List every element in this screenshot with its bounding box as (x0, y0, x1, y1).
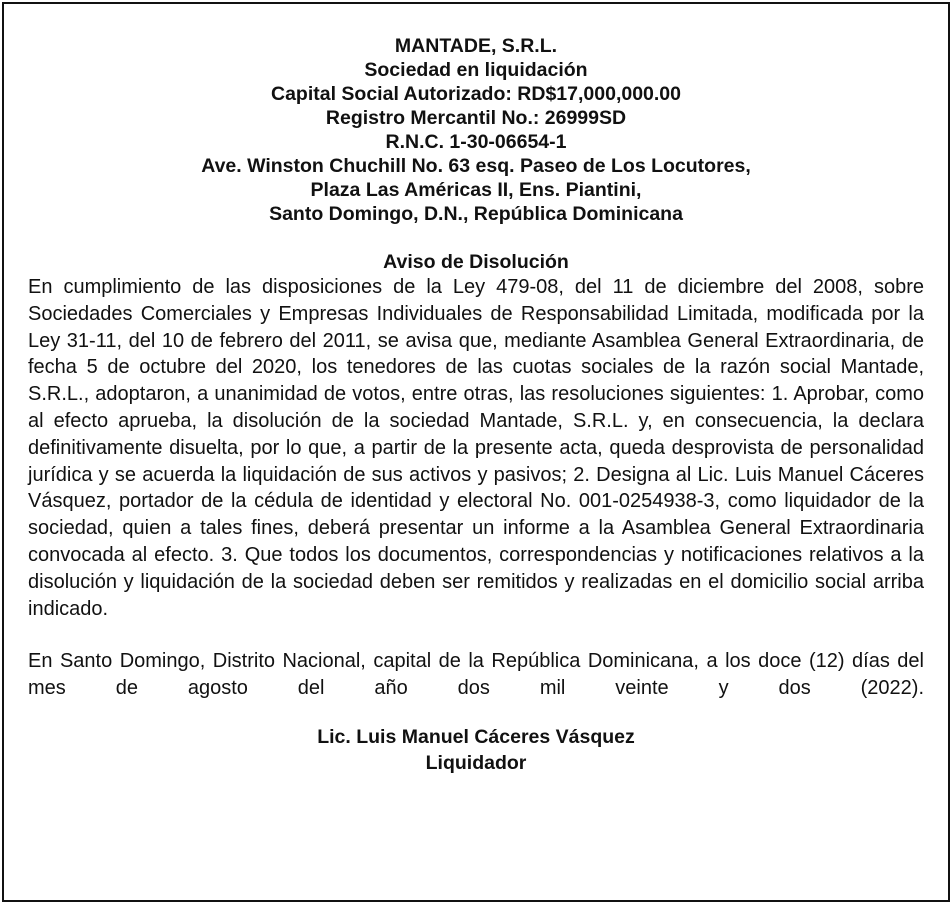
notice-body: En cumplimiento de las disposiciones de la Ley 479-08, del 11 de diciembre del 2008, sobre Sociedades Comerciales y Empresas Individuales de Responsabilidad Limitada, modificada por la Ley 31-11, del 10 de febrero del 2011, se avisa que, mediante Asamblea General Extraordinaria, de fecha 5 de octubre del 2020, los tenedores de las cuotas sociales de la razón social Mantade, S.R.L., adoptaron, a unanimidad de votos, entre otras, las resoluciones siguientes: 1. Aprobar, como al efecto aprueba, la disolución de la sociedad Mantade, S.R.L. y, en consecuencia, la declara definitivamente disuelta, por lo que, a partir de la presente acta, queda desprovista de personalidad jurídica y se acuerda la liquidación de sus activos y pasivos; 2. Designa al Lic. Luis Manuel Cáceres Vásquez, portador de la cédula de identidad y electoral No. 001-0254938-3, como liquidador de la sociedad, quien a tales fines, deberá presentar un informe a la Asamblea General Extraordinaria convocada al efecto. 3. Que todos los documentos, correspondencias y notificaciones relativos a la disolución y liquidación de la sociedad deben ser remitidos y realizadas en el domicilio social arriba indicado. (28, 276, 924, 620)
notice-title: Aviso de Disolución (383, 251, 569, 273)
rnc-number: R.N.C. 1-30-06654-1 (385, 131, 567, 153)
address-line-3: Santo Domingo, D.N., República Dominicana (269, 203, 683, 225)
signatory-role: Liquidador (425, 751, 527, 774)
legal-notice (2, 2, 950, 902)
company-name: MANTADE, S.R.L. (394, 35, 558, 57)
company-status: Sociedad en liquidación (364, 59, 588, 81)
address-line-2: Plaza Las Américas II, Ens. Piantini, (310, 179, 642, 201)
signatory-name: Lic. Luis Manuel Cáceres Vásquez (317, 725, 635, 748)
address-line-1: Ave. Winston Chuchill No. 63 esq. Paseo de Los Locutores, (201, 155, 751, 177)
notice-closing: En Santo Domingo, Distrito Nacional, capital de la República Dominicana, a los doce (12) días del mes de agosto del año dos mil veinte y dos (2022). (28, 650, 924, 700)
authorized-capital: Capital Social Autorizado: RD$17,000,000.00 (270, 83, 681, 105)
company-header (28, 34, 924, 226)
mercantile-registry: Registro Mercantil No.: 26999SD (325, 107, 627, 129)
signature-block (28, 724, 924, 776)
